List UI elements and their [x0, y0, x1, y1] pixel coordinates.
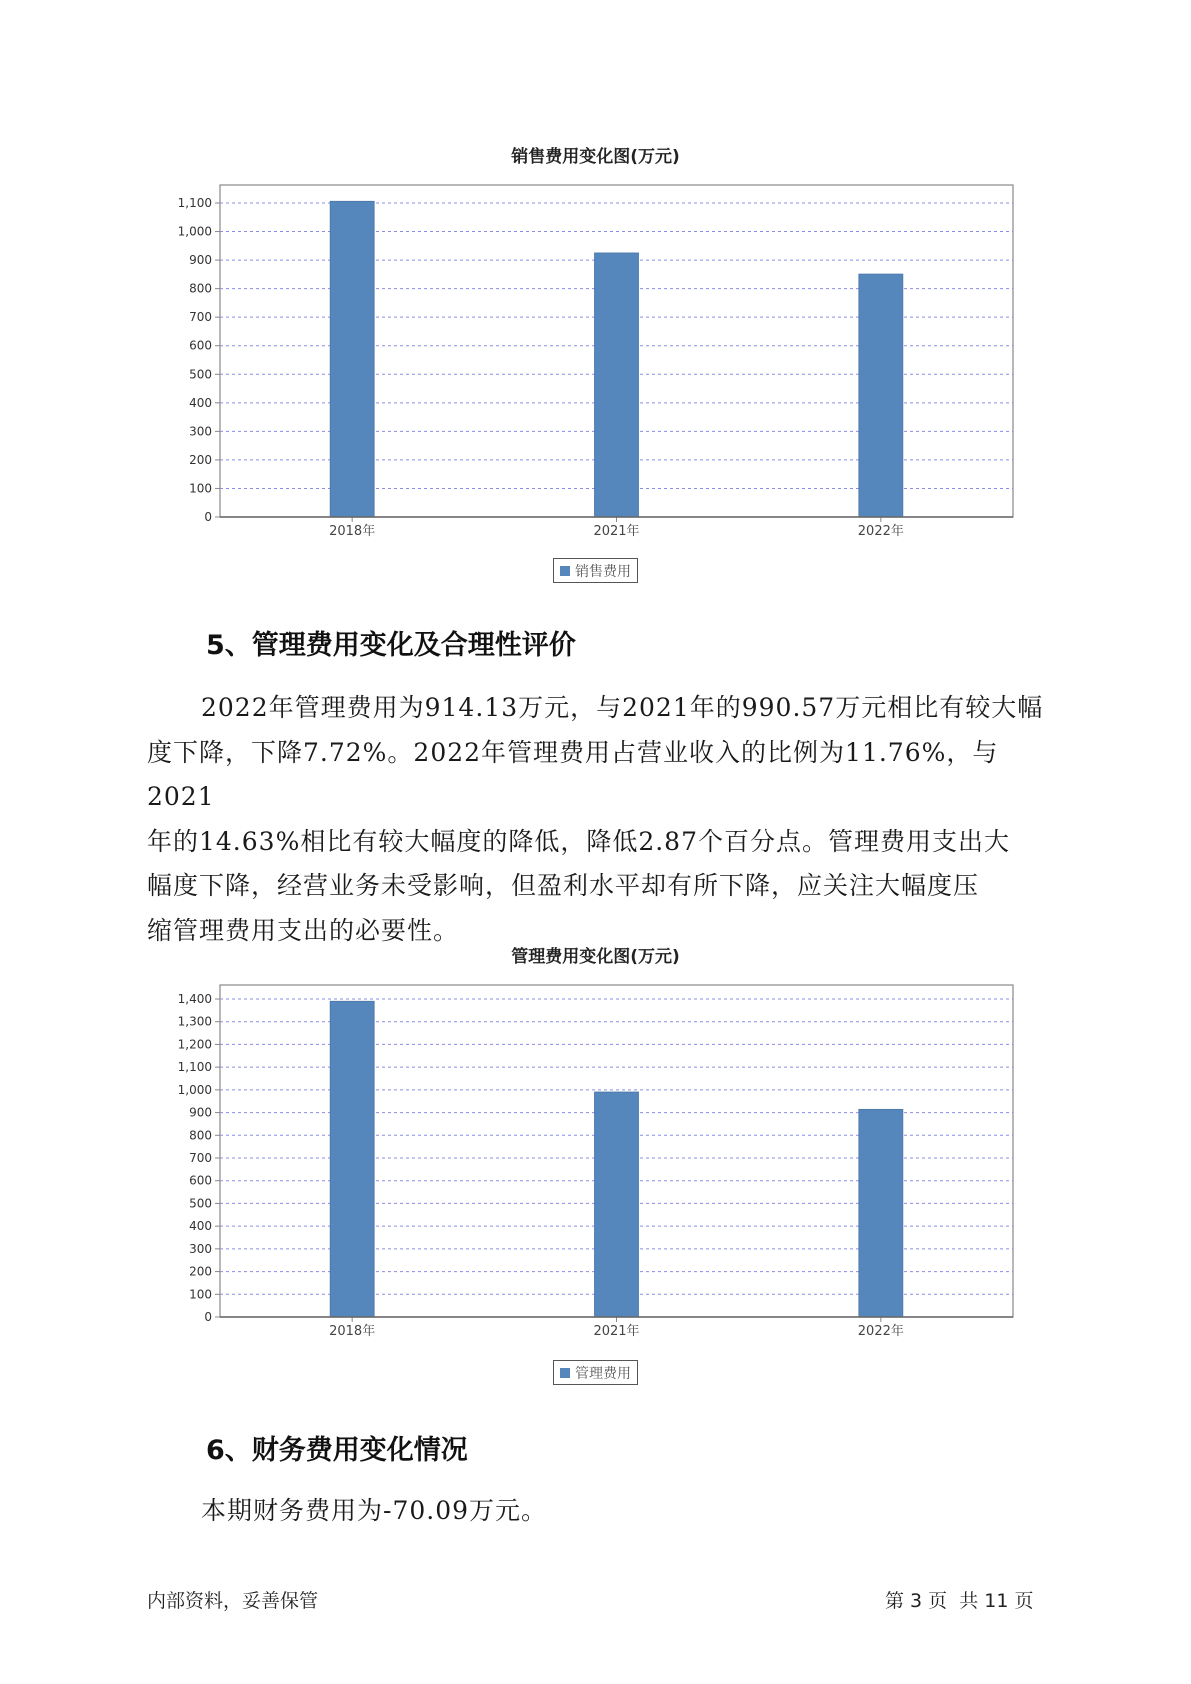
- bar-1: [330, 1001, 374, 1317]
- section-heading-management-expense: 5、管理费用变化及合理性评价: [206, 630, 576, 661]
- x-tick-label: 2018年: [329, 1324, 376, 1339]
- y-tick-label: 900: [189, 1105, 212, 1120]
- legend-label: 销售费用: [575, 563, 631, 580]
- y-tick-label: 300: [189, 424, 212, 439]
- bar-1: [330, 201, 374, 517]
- y-tick-label: 700: [189, 310, 212, 325]
- bar-3: [859, 1109, 903, 1317]
- paragraph-line-4: 幅度下降，经营业务未受影响，但盈利水平却有所下降，应关注大幅度压: [147, 871, 980, 900]
- y-tick-label: 800: [189, 1128, 212, 1143]
- y-tick-label: 1,000: [177, 224, 212, 239]
- x-tick-label: 2021年: [593, 524, 640, 539]
- y-tick-label: 200: [189, 1264, 212, 1279]
- paragraph-line-2: 度下降，下降7.72%。2022年管理费用占营业收入的比例为11.76%，与2021: [147, 737, 999, 811]
- chart-title-management-expense: 管理费用变化图(万元): [511, 947, 680, 967]
- y-tick-label: 0: [204, 510, 212, 524]
- y-tick-label: 400: [189, 395, 212, 410]
- bar-2: [595, 1092, 639, 1317]
- x-tick-label: 2018年: [329, 524, 376, 539]
- y-tick-label: 400: [189, 1219, 212, 1234]
- legend-swatch: [560, 1368, 570, 1378]
- y-tick-label: 900: [189, 253, 212, 268]
- y-tick-label: 500: [189, 1196, 212, 1211]
- paragraph-line-3: 年的14.63%相比有较大幅度的降低，降低2.87个百分点。管理费用支出大: [147, 826, 1010, 856]
- legend-swatch: [560, 566, 570, 576]
- y-tick-label: 500: [189, 367, 212, 382]
- bar-2: [595, 253, 639, 517]
- footer-page-number: 第 3 页 共 11 页: [885, 1590, 1034, 1612]
- x-tick-label: 2021年: [593, 1324, 640, 1339]
- paragraph-line-5: 缩管理费用支出的必要性。: [147, 915, 460, 945]
- section5-paragraph: [147, 686, 1047, 953]
- y-tick-label: 300: [189, 1241, 212, 1256]
- y-tick-label: 1,100: [177, 1060, 212, 1075]
- chart-title-selling-expense: 销售费用变化图(万元): [511, 147, 680, 167]
- management-expense-bar-chart: [0, 965, 1191, 1339]
- y-tick-label: 0: [204, 1310, 212, 1324]
- legend-label: 管理费用: [575, 1365, 631, 1382]
- chart-legend-management-expense: [553, 1360, 638, 1385]
- x-tick-label: 2022年: [857, 1324, 904, 1339]
- y-tick-label: 1,200: [177, 1037, 212, 1052]
- paragraph-line-1: 2022年管理费用为914.13万元，与2021年的990.57万元相比有较大幅: [201, 693, 1044, 722]
- y-tick-label: 200: [189, 452, 212, 467]
- x-tick-label: 2022年: [857, 524, 904, 539]
- section-heading-financial-expense: 6、财务费用变化情况: [206, 1435, 468, 1466]
- y-tick-label: 1,400: [177, 992, 212, 1006]
- footer-confidential-note: 内部资料，妥善保管: [147, 1590, 319, 1612]
- y-tick-label: 700: [189, 1151, 212, 1165]
- y-tick-label: 600: [189, 338, 212, 353]
- y-tick-label: 800: [189, 281, 212, 296]
- y-tick-label: 100: [189, 481, 212, 496]
- chart-legend-selling-expense: [553, 558, 638, 583]
- y-tick-label: 100: [189, 1287, 212, 1302]
- y-tick-label: 1,300: [177, 1014, 212, 1029]
- y-tick-label: 600: [189, 1173, 212, 1188]
- section6-paragraph: 本期财务费用为-70.09万元。: [201, 1496, 548, 1525]
- bar-3: [859, 274, 903, 517]
- y-tick-label: 1,100: [177, 196, 212, 210]
- selling-expense-bar-chart: [0, 165, 1191, 539]
- y-tick-label: 1,000: [177, 1082, 212, 1097]
